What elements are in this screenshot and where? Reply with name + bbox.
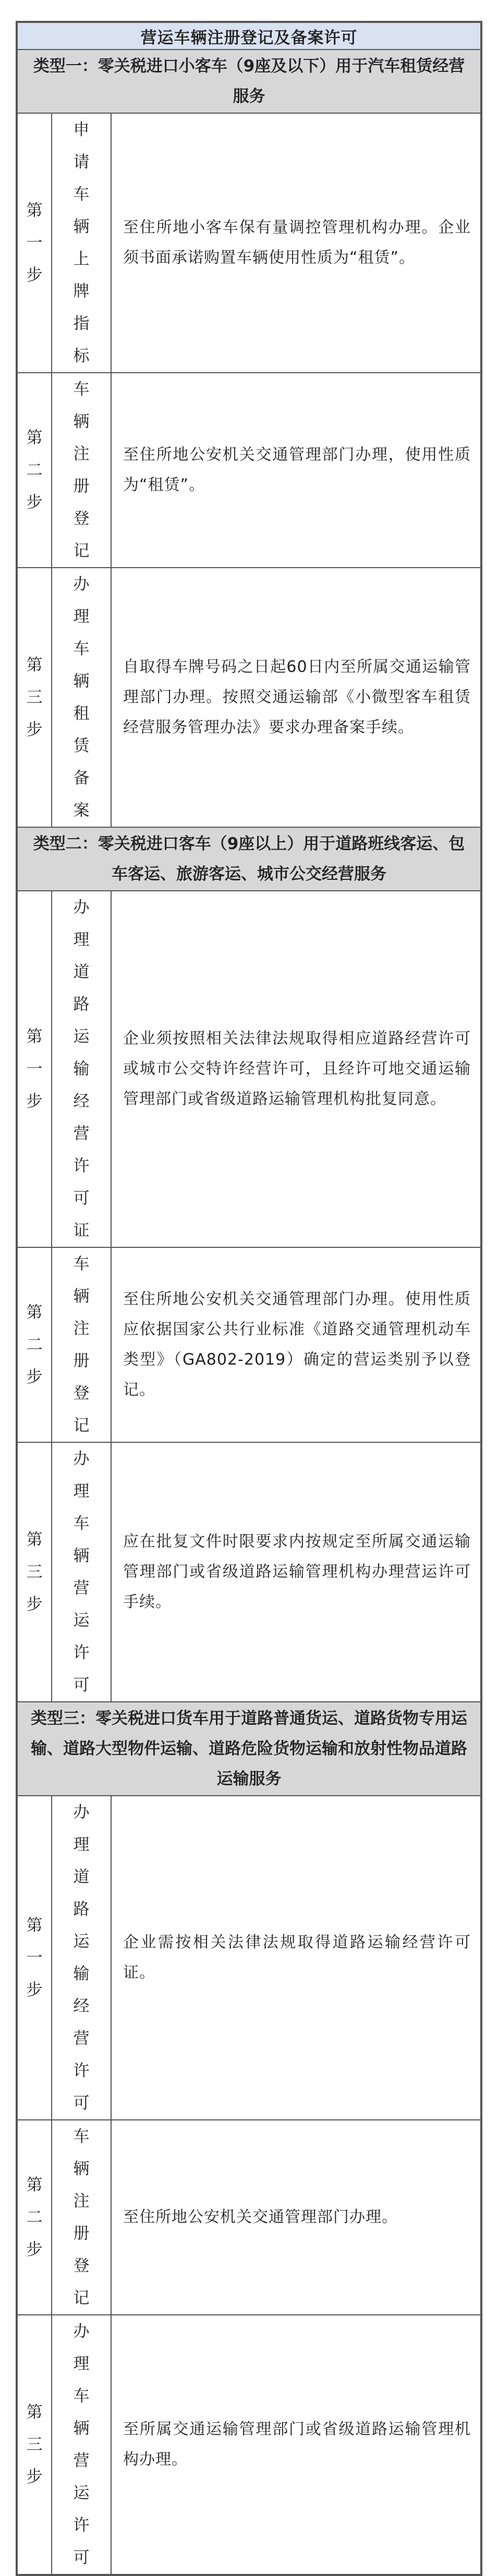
action-label-char: 登 [73, 1384, 90, 1403]
action-label-char: 营 [73, 2451, 90, 2470]
table-row [17, 2315, 481, 2574]
step-label-char: 第 [26, 428, 43, 447]
action-label-char: 车 [73, 640, 90, 658]
action-label-char: 指 [73, 314, 90, 333]
action-label [52, 113, 111, 373]
step-label [17, 373, 52, 568]
registration-table [16, 21, 482, 2576]
action-label-char: 营 [73, 1579, 90, 1598]
action-label [52, 568, 111, 827]
step-label-char: 三 [26, 688, 43, 707]
section-heading: 类型一：零关税进口小客车（9座及以下）用于汽车租赁经营服务 [17, 50, 481, 113]
action-label-char: 运 [73, 1027, 90, 1046]
action-label-char: 注 [73, 445, 90, 463]
title-row [17, 22, 481, 50]
step-label-char: 步 [26, 1595, 43, 1614]
step-label-char: 步 [26, 2240, 43, 2259]
step-label-char: 二 [26, 1335, 43, 1354]
step-label-char: 三 [26, 1563, 43, 1581]
action-label-char: 输 [73, 1965, 90, 1983]
table-row [17, 1247, 481, 1442]
action-label-char: 办 [73, 575, 90, 594]
step-label-char: 步 [26, 2468, 43, 2486]
action-label-char: 营 [73, 2029, 90, 2048]
action-label-char: 理 [73, 607, 90, 626]
step-label [17, 113, 52, 373]
action-label-char: 运 [73, 2484, 90, 2503]
action-label-char: 车 [73, 380, 90, 399]
table-title: 营运车辆注册登记及备案许可 [17, 22, 481, 50]
table-row [17, 113, 481, 373]
action-label-char: 办 [73, 2322, 90, 2341]
action-label-char: 可 [73, 2548, 90, 2567]
action-label-char: 许 [73, 1643, 90, 1662]
action-label-char: 办 [73, 898, 90, 917]
action-label-char: 上 [73, 250, 90, 268]
step-label [17, 891, 52, 1247]
action-label-char: 辆 [73, 217, 90, 236]
action-label-char: 营 [73, 1124, 90, 1143]
section-heading: 类型三：零关税进口货车用于道路普通货运、道路货物专用运输、道路大型物件运输、道路危险货物运输和放射性物品道路运输服务 [17, 1702, 481, 1796]
step-label [17, 1796, 52, 2120]
step-label-char: 步 [26, 720, 43, 739]
step-label-char: 步 [26, 1368, 43, 1387]
step-label-char: 步 [26, 493, 43, 512]
action-label-char: 运 [73, 1932, 90, 1951]
action-label [52, 2315, 111, 2574]
action-label-char: 输 [73, 1060, 90, 1078]
step-label-char: 一 [26, 1948, 43, 1967]
action-label-char: 运 [73, 1611, 90, 1630]
step-label-char: 二 [26, 461, 43, 480]
step-label [17, 1247, 52, 1442]
action-label-char: 册 [73, 477, 90, 496]
step-label [17, 568, 52, 827]
action-label-char: 请 [73, 153, 90, 171]
action-label-char: 辆 [73, 412, 90, 431]
action-label-char: 经 [73, 1092, 90, 1111]
action-label-char: 标 [73, 347, 90, 365]
table [17, 22, 481, 2575]
action-label-char: 许 [73, 2062, 90, 2080]
action-label-char: 许 [73, 1157, 90, 1175]
action-label [52, 891, 111, 1247]
action-label-char: 路 [73, 1900, 90, 1919]
action-label-char: 办 [73, 1803, 90, 1822]
table-row [17, 1442, 481, 1702]
action-label-char: 辆 [73, 1287, 90, 1306]
action-label-char: 登 [73, 509, 90, 528]
action-label-char: 经 [73, 1997, 90, 2016]
step-description: 至所属交通运输管理部门或省级道路运输管理机构办理。 [111, 2315, 481, 2574]
action-label [52, 373, 111, 568]
action-label [52, 1247, 111, 1442]
step-description: 应在批复文件时限要求内按规定至所属交通运输管理部门或省级道路运输管理机构办理营运许可手续。 [111, 1442, 481, 1702]
step-label-char: 第 [26, 1916, 43, 1935]
action-label-char: 辆 [73, 2160, 90, 2178]
step-label-char: 步 [26, 1981, 43, 2000]
action-label-char: 车 [73, 2127, 90, 2146]
action-label-char: 册 [73, 2224, 90, 2243]
action-label-char: 记 [73, 1416, 90, 1435]
action-label-char: 记 [73, 2289, 90, 2308]
section-heading-row [17, 50, 481, 113]
step-label-char: 一 [26, 234, 43, 252]
action-label-char: 车 [73, 185, 90, 204]
action-label-char: 车 [73, 1255, 90, 1273]
table-row [17, 2120, 481, 2315]
action-label-char: 记 [73, 542, 90, 560]
action-label-char: 理 [73, 1482, 90, 1501]
action-label-char: 申 [73, 120, 90, 139]
step-description: 至住所地小客车保有量调控管理机构办理。企业须书面承诺购置车辆使用性质为“租赁”。 [111, 113, 481, 373]
step-label-char: 三 [26, 2435, 43, 2454]
action-label-char: 租 [73, 704, 90, 723]
table-row [17, 891, 481, 1247]
action-label-char: 道 [73, 1868, 90, 1886]
action-label-char: 备 [73, 769, 90, 788]
table-row [17, 373, 481, 568]
action-label-char: 路 [73, 995, 90, 1014]
action-label-char: 可 [73, 2094, 90, 2113]
step-description: 自取得车牌号码之日起60日内至所属交通运输管理部门办理。按照交通运输部《小微型客车租赁经营服务管理办法》要求办理备案手续。 [111, 568, 481, 827]
action-label-char: 道 [73, 963, 90, 982]
step-label-char: 第 [26, 201, 43, 220]
action-label-char: 可 [73, 1676, 90, 1695]
table-body [17, 22, 481, 2574]
step-label [17, 2315, 52, 2574]
action-label-char: 辆 [73, 2419, 90, 2438]
action-label [52, 2120, 111, 2315]
action-label-char: 证 [73, 1221, 90, 1240]
step-description: 企业须按照相关法律法规取得相应道路经营许可或城市公交特许经营许可，且经许可地交通运输管理部门或省级道路运输管理机构批复同意。 [111, 891, 481, 1247]
table-row [17, 1796, 481, 2120]
action-label-char: 注 [73, 2192, 90, 2211]
step-description: 至住所地公安机关交通管理部门办理。 [111, 2120, 481, 2315]
step-label [17, 2120, 52, 2315]
section-heading: 类型二：零关税进口客车（9座以上）用于道路班线客运、包车客运、旅游客运、城市公交经营服务 [17, 827, 481, 891]
step-label-char: 第 [26, 1303, 43, 1322]
action-label [52, 1796, 111, 2120]
action-label-char: 牌 [73, 282, 90, 301]
action-label-char: 案 [73, 801, 90, 820]
action-label-char: 可 [73, 1189, 90, 1208]
action-label-char: 办 [73, 1450, 90, 1468]
action-label-char: 理 [73, 1835, 90, 1854]
action-label-char: 注 [73, 1319, 90, 1338]
step-label-char: 第 [26, 1530, 43, 1549]
action-label-char: 册 [73, 1352, 90, 1370]
step-label-char: 第 [26, 1027, 43, 1046]
action-label-char: 登 [73, 2256, 90, 2275]
step-description: 企业需按相关法律法规取得道路运输经营许可证。 [111, 1796, 481, 2120]
step-label-char: 第 [26, 656, 43, 674]
step-label [17, 1442, 52, 1702]
step-description: 至住所地公安机关交通管理部门办理。使用性质应依据国家公共行业标准《道路交通管理机动车类型》（GA802-2019）确定的营运类别予以登记。 [111, 1247, 481, 1442]
step-description: 至住所地公安机关交通管理部门办理，使用性质为“租赁”。 [111, 373, 481, 568]
step-label-char: 步 [26, 1092, 43, 1111]
step-label-char: 二 [26, 2208, 43, 2227]
section-heading-row [17, 827, 481, 891]
action-label-char: 辆 [73, 672, 90, 691]
action-label-char: 车 [73, 2387, 90, 2406]
action-label [52, 1442, 111, 1702]
step-label-char: 一 [26, 1060, 43, 1078]
step-label-char: 步 [26, 266, 43, 285]
action-label-char: 许 [73, 2516, 90, 2535]
section-heading-row [17, 1702, 481, 1796]
table-row [17, 568, 481, 827]
step-label-char: 第 [26, 2403, 43, 2422]
action-label-char: 理 [73, 930, 90, 949]
action-label-char: 车 [73, 1514, 90, 1533]
action-label-char: 赁 [73, 737, 90, 755]
action-label-char: 理 [73, 2354, 90, 2373]
action-label-char: 辆 [73, 1547, 90, 1565]
step-label-char: 第 [26, 2176, 43, 2194]
